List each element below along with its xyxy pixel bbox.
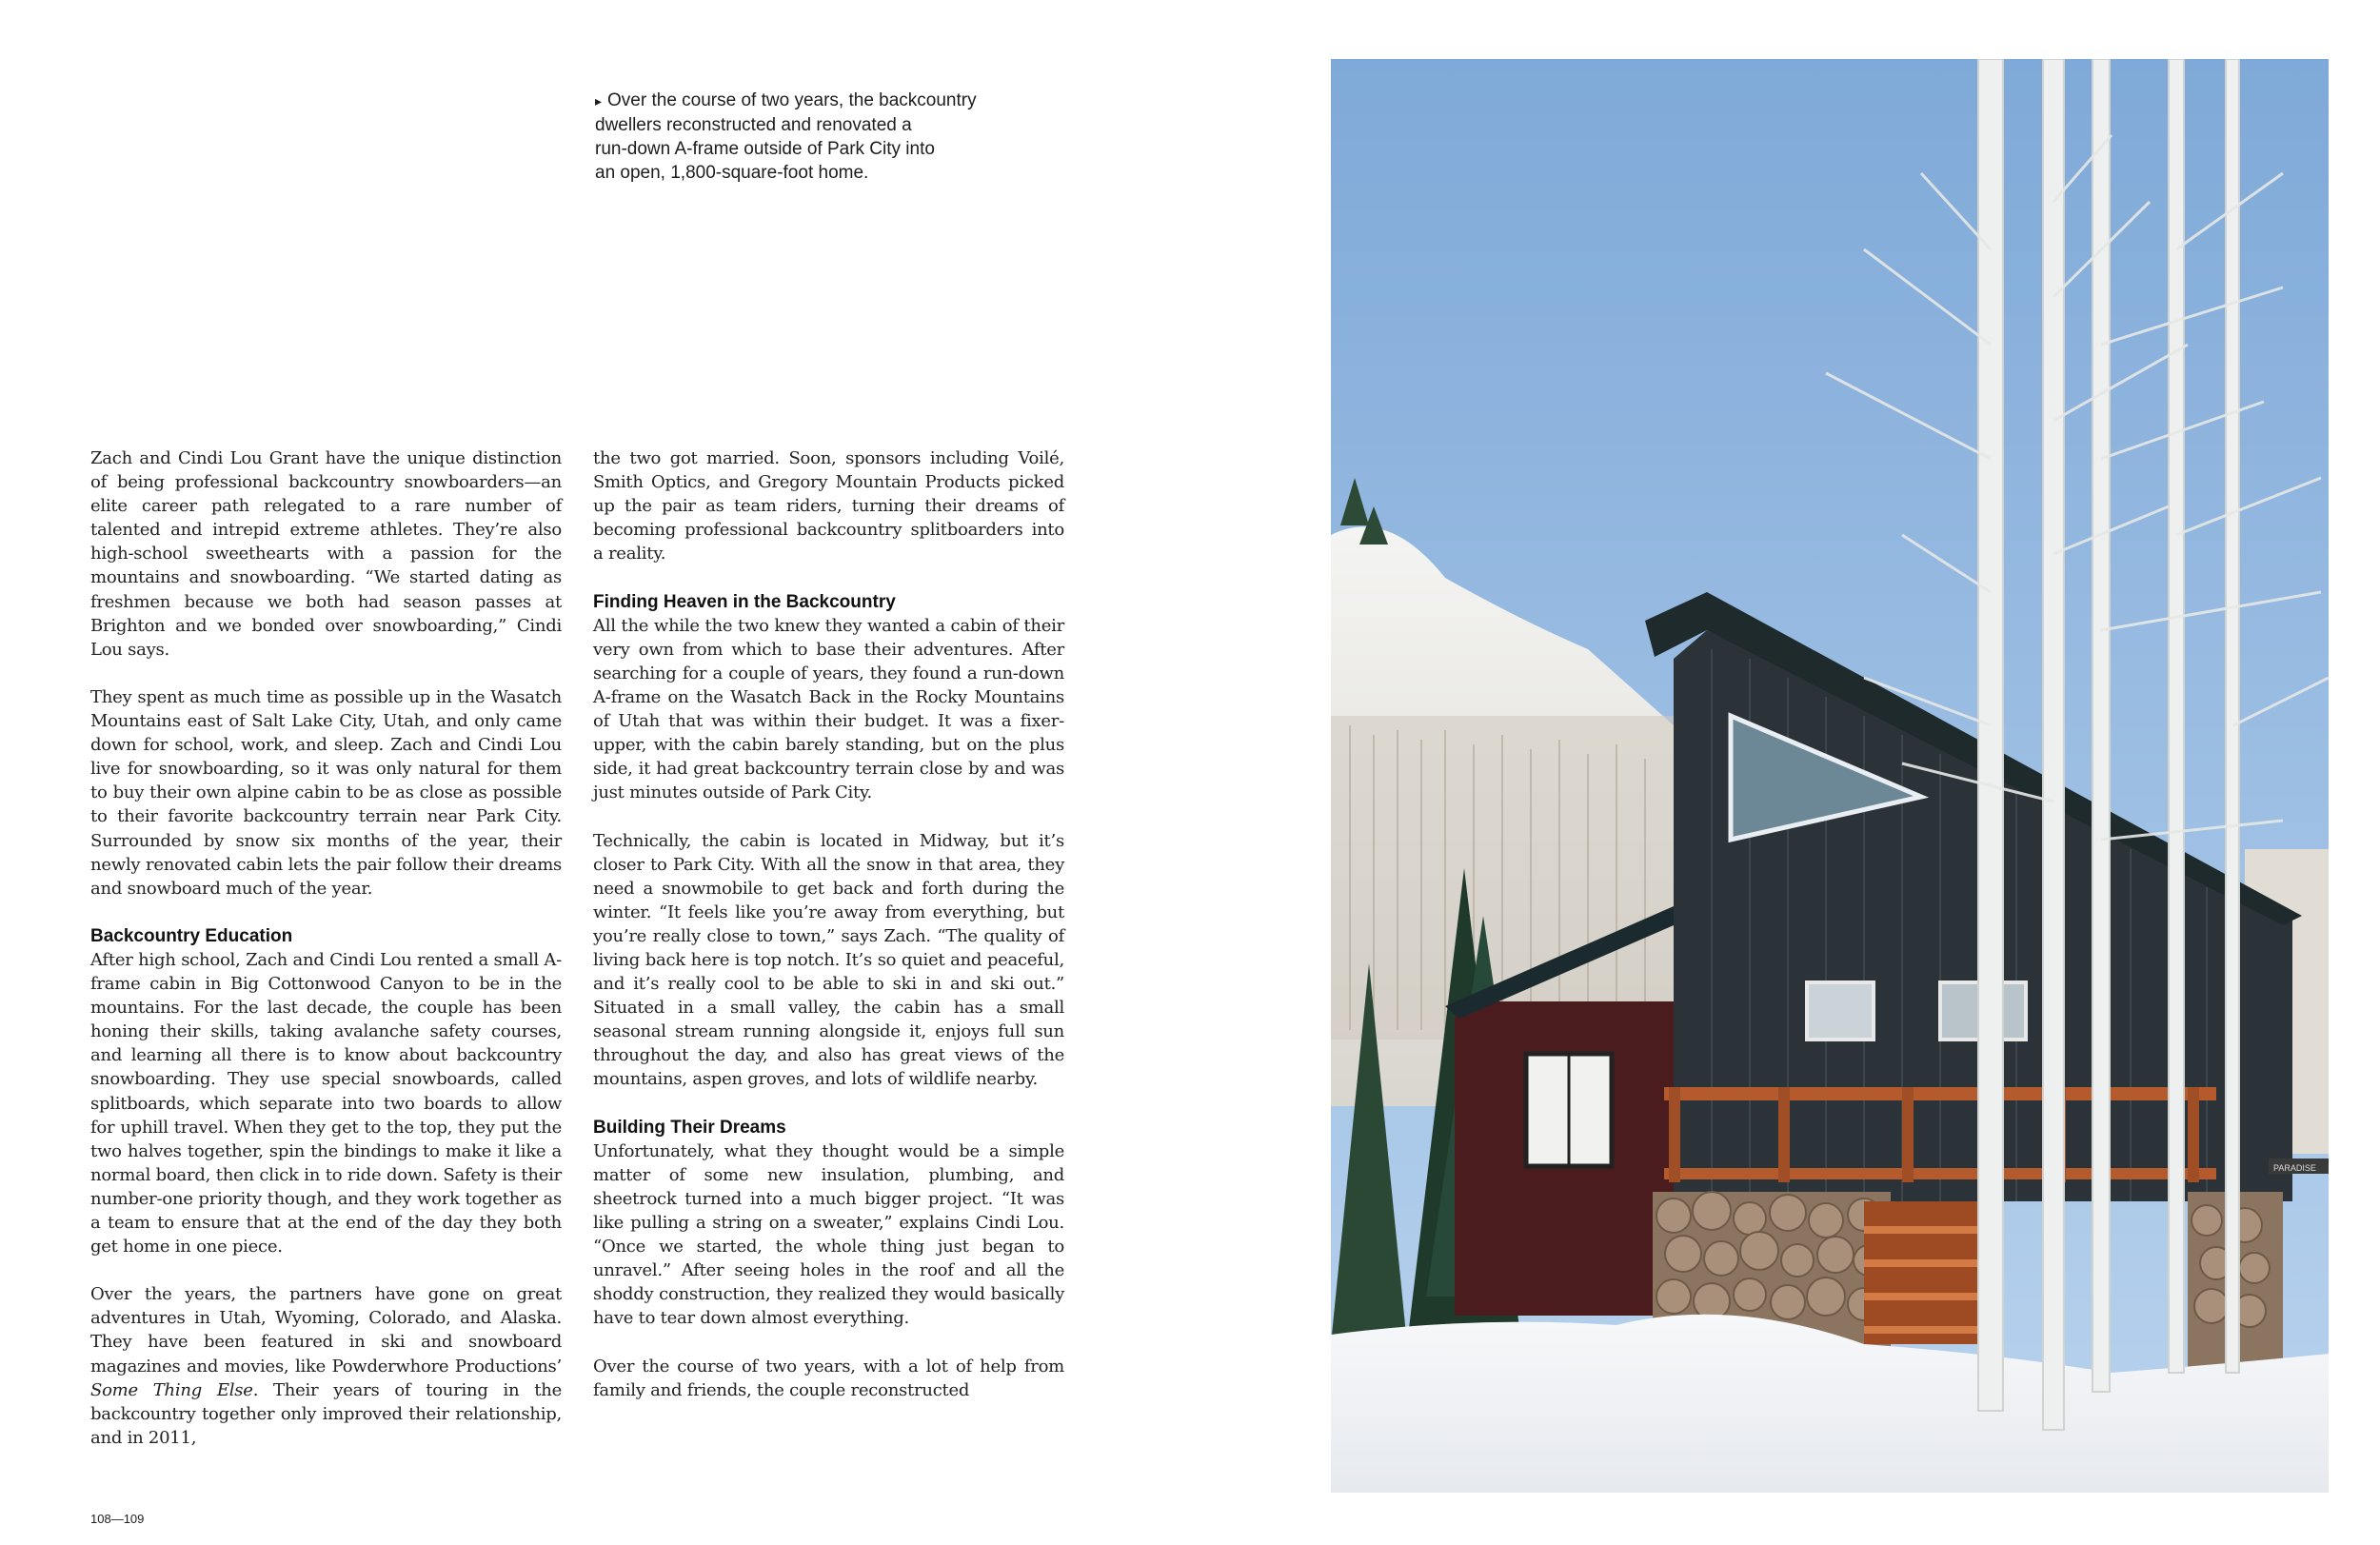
- right-text-column: [593, 446, 1064, 1402]
- page-numbers: 108—109: [90, 1512, 145, 1526]
- section-heading: Backcountry Education: [90, 925, 293, 946]
- caption-line: an open, 1,800-square-foot home.: [595, 163, 869, 183]
- body-text: Over the years, the partners have gone on great adventures in Utah, Wyoming, Colorado, and Alaska. They have been featured in ski and snowboard magazines and movies, like Powderwhore Productions’: [90, 1284, 562, 1377]
- left-text-column: [90, 446, 562, 1450]
- photo-caption: [595, 89, 1052, 185]
- caption-line: [595, 89, 1052, 113]
- body-paragraph: Zach and Cindi Lou Grant have the unique distinction of being professional backcountry snowboarders—an elite career path relegated to a rare number of talented and intrepid extreme athletes. They’re also high-school sweethearts with a passion for the mountains and snowboarding. “We started dating as freshmen because we both had season passes at Brighton and we bonded over snowboarding,” Cindi Lou says.: [90, 448, 562, 660]
- body-text: . Their years of touring in the backcountry together only improved their relationship, and in 2011,: [90, 1379, 562, 1448]
- cabin-photo-illustration: [1331, 59, 2329, 1493]
- paradise-sign: PARADISE: [2273, 1163, 2316, 1173]
- caption-line: dwellers reconstructed and renovated a: [595, 115, 912, 135]
- section-heading: Building Their Dreams: [593, 1117, 786, 1138]
- body-paragraph: They spent as much time as possible up in the Wasatch Mountains east of Salt Lake City, Utah, and only came down for school, work, and sleep. Zach and Cindi Lou live for snowboarding, so it was only natural for them to buy their own alpine cabin to be as close as possible to their favorite backcountry terrain near Park City. Surrounded by snow six months of the year, their newly renovated cabin lets the pair follow their dreams and snowboard much of the year.: [90, 686, 562, 899]
- caption-arrow-icon: ▸: [595, 93, 603, 109]
- body-paragraph: After high school, Zach and Cindi Lou rented a small A-frame cabin in Big Cottonwood Canyon to be in the mountains. For the last decade, the couple has been honing their skills, taking avalanche safety courses, and learning all there is to know about backcountry snowboarding. They use special snowboards, called splitboards, which separate into two boards to allow for uphill travel. When they get to the top, they put the two halves together, spin the bindings to make it like a normal board, then click in to ride down. Safety is their number-one priority though, and they work together as a team to ensure that at the end of the day they both get home in one piece.: [90, 949, 562, 1258]
- film-title: Some Thing Else: [90, 1379, 253, 1400]
- body-paragraph: [90, 1282, 562, 1450]
- section-heading: Finding Heaven in the Backcountry: [593, 591, 896, 612]
- body-paragraph: Technically, the cabin is located in Midway, but it’s closer to Park City. With all the snow in that area, they need a snowmobile to get back and forth during the winter. “It feels like you’re away from everything, but you’re really close to town,” says Zach. “The quality of living back here is top notch. It’s so quiet and peaceful, and it’s really cool to be able to ski in and ski out.” Situated in a small valley, the cabin has a small seasonal stream running alongside it, enjoys full sun throughout the day, and also has great views of the mountains, aspen groves, and lots of wildlife nearby.: [593, 830, 1064, 1090]
- caption-line: run-down A-frame outside of Park City into: [595, 139, 935, 159]
- body-paragraph: the two got married. Soon, sponsors including Voilé, Smith Optics, and Gregory Mountain Products picked up the pair as team riders, turning their dreams of becoming professional backcountry splitboarders into a reality.: [593, 448, 1064, 565]
- cabin-photo: [1331, 59, 2329, 1493]
- caption-text: Over the course of two years, the backcountry: [607, 90, 977, 110]
- body-paragraph: All the while the two knew they wanted a cabin of their very own from which to base their adventures. After searching for a couple of years, they found a run-down A-frame on the Wasatch Back in the Rocky Mountains of Utah that was within their budget. It was a fixer-upper, with the cabin barely standing, but on the plus side, it had great backcountry terrain close by and was just minutes outside of Park City.: [593, 615, 1064, 803]
- body-paragraph: Unfortunately, what they thought would be a simple matter of some new insulation, plumbing, and sheetrock turned into a much bigger project. “It was like pulling a string on a sweater,” explains Cindi Lou. “Once we started, the whole thing just began to unravel.” After seeing holes in the roof and all the shoddy construction, they realized they would basically have to tear down almost everything.: [593, 1140, 1064, 1329]
- body-paragraph: Over the course of two years, with a lot of help from family and friends, the couple reconstructed: [593, 1356, 1064, 1400]
